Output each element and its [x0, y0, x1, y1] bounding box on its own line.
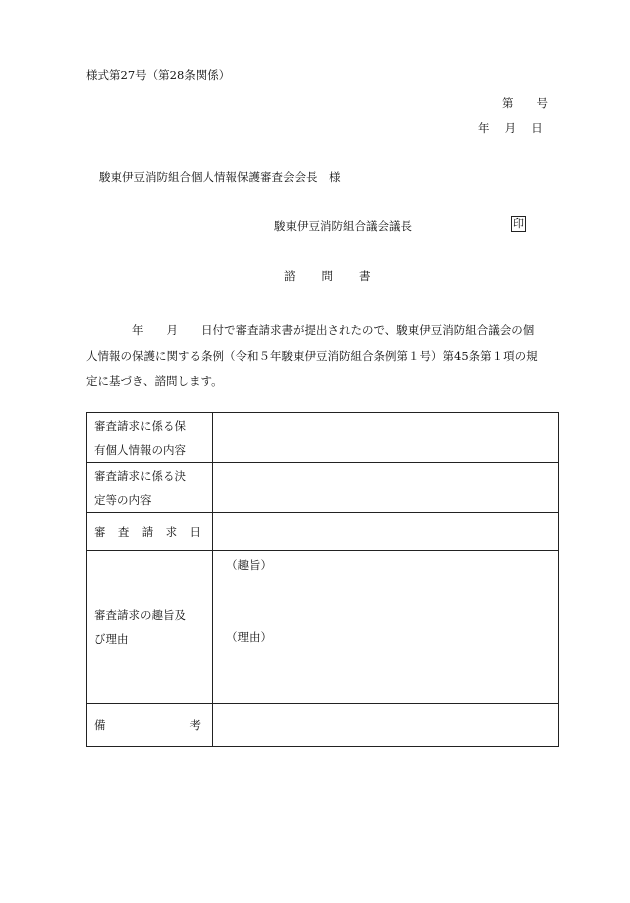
table-row	[87, 413, 559, 463]
value-personal-info[interactable]	[213, 413, 559, 463]
label-line: 定等の内容	[94, 492, 152, 507]
document-title	[284, 269, 371, 283]
table-row	[87, 551, 559, 704]
label-char: 査	[117, 524, 130, 539]
label-char: 審	[94, 524, 106, 539]
title-char: 諮	[284, 269, 296, 283]
label-line: 有個人情報の内容	[94, 442, 186, 457]
request-table	[86, 412, 559, 747]
label-char: 備	[94, 718, 106, 732]
label-char: 求	[165, 524, 178, 539]
row-label-decision	[87, 463, 213, 513]
addressee: 駿東伊豆消防組合個人情報保護審査会会長 様	[99, 170, 341, 184]
title-char: 問	[321, 269, 333, 283]
label-char: 考	[189, 718, 201, 732]
body-line: 定に基づき、諮問します。	[86, 374, 223, 388]
reason-label: （理由）	[226, 630, 272, 644]
label-char: 日	[189, 524, 201, 539]
date-line: 年 月 日	[478, 121, 543, 135]
label-line: 審査請求に係る保	[94, 418, 186, 433]
row-label-personal-info	[87, 413, 213, 463]
body-line: 年 月 日付で審査請求書が提出されたので、駿東伊豆消防組合議会の個	[86, 323, 535, 337]
body-line: 人情報の保護に関する条例（令和５年駿東伊豆消防組合条例第１号）第45条第１項の規	[86, 348, 538, 363]
value-remarks[interactable]	[213, 704, 559, 747]
body-text	[86, 318, 574, 395]
label-line: 審査請求に係る決	[94, 468, 186, 483]
label-line: び理由	[94, 632, 129, 646]
table-row	[87, 513, 559, 551]
row-label-request-date	[87, 513, 213, 551]
label-line: 審査請求の趣旨及	[94, 608, 186, 622]
title-char: 書	[359, 269, 371, 283]
row-label-remarks	[87, 704, 213, 747]
table-row	[87, 463, 559, 513]
label-char: 請	[141, 524, 154, 539]
form-number: 様式第27号（第28条関係）	[86, 68, 231, 82]
document-number-line: 第 号	[502, 96, 548, 110]
row-label-purpose-reason	[87, 551, 213, 704]
sender-name: 駿東伊豆消防組合議会議長	[274, 219, 412, 233]
value-request-date[interactable]	[213, 513, 559, 551]
purpose-label: （趣旨）	[226, 558, 272, 572]
value-decision[interactable]	[213, 463, 559, 513]
table-row	[87, 704, 559, 747]
value-purpose-reason[interactable]	[213, 551, 559, 704]
seal-mark: 印	[513, 217, 524, 230]
